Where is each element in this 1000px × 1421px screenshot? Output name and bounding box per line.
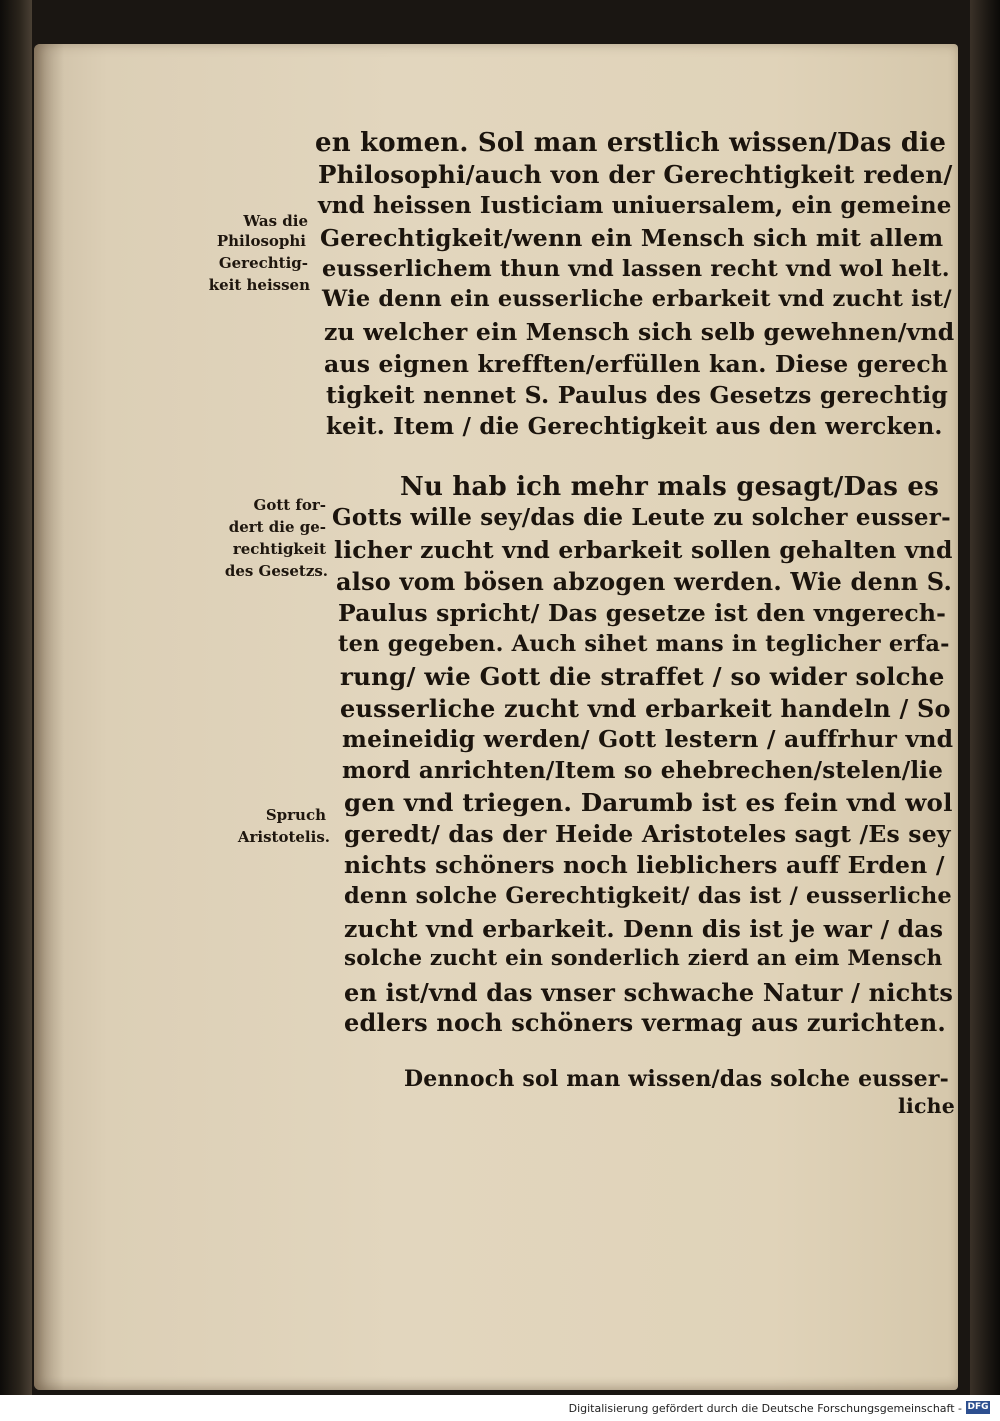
margin-gloss-line: Philosophi [216, 232, 306, 250]
text-line: Philosophi/auch von der Gerechtigkeit reden/ [318, 160, 953, 189]
text-line: ten gegeben. Auch sihet mans in teglicher erfa- [338, 631, 950, 657]
margin-gloss-line: Was die [243, 212, 308, 230]
text-line: en komen. Sol man erstlich wissen/Das die [315, 128, 947, 158]
text-line: solche zucht ein sonderlich zierd an eim Mensch [344, 946, 943, 971]
catchword: liche [898, 1094, 956, 1118]
margin-gloss-line: rechtigkeit [232, 540, 326, 558]
margin-gloss-line: Gott for- [253, 496, 326, 514]
text-line: Dennoch sol man wissen/das solche eusser- [404, 1066, 949, 1092]
text-line: rung/ wie Gott die straffet / so wider solche [340, 662, 945, 691]
text-line: vnd heissen Iusticiam uniuersalem, ein gemeine [318, 192, 952, 219]
margin-gloss-line: dert die ge- [228, 518, 326, 536]
margin-gloss-line: Aristotelis. [237, 828, 330, 846]
margin-gloss-line: des Gesetzs. [224, 562, 328, 580]
text-line: denn solche Gerechtigkeit/ das ist / eusserliche [344, 883, 952, 909]
text-line: aus eignen krefften/erfüllen kan. Diese gerech [324, 350, 949, 378]
text-line: meineidig werden/ Gott lestern / auffrhur vnd [342, 725, 954, 753]
text-line: Gotts wille sey/das die Leute zu solcher eusser- [332, 504, 951, 531]
text-line: mord anrichten/Item so ehebrechen/stelen/lie [342, 757, 944, 784]
text-line: nichts schöners noch lieblichers auff Erden / [344, 851, 945, 879]
text-line: Gerechtigkeit/wenn ein Mensch sich mit allem [320, 224, 944, 252]
dfg-logo: DFG [967, 1402, 989, 1412]
margin-gloss-line: Spruch [265, 806, 326, 824]
text-line: Wie denn ein eusserliche erbarkeit vnd zucht ist/ [322, 286, 952, 312]
text-line: Nu hab ich mehr mals gesagt/Das es [400, 472, 939, 502]
text-line: eusserliche zucht vnd erbarkeit handeln / So [340, 694, 951, 723]
footer-credit: Digitalisierung gefördert durch die Deutsche Forschungsgemeinschaft - [568, 1402, 962, 1415]
text-line: geredt/ das der Heide Aristoteles sagt /Es sey [344, 820, 951, 848]
text-line: zucht vnd erbarkeit. Denn dis ist je war / das [344, 915, 944, 943]
text-line: tigkeit nennet S. Paulus des Gesetzs gerechtig [326, 381, 949, 409]
text-line: zu welcher ein Mensch sich selb gewehnen/vnd [324, 318, 955, 346]
digitization-footer [0, 1395, 1000, 1421]
text-line: keit. Item / die Gerechtigkeit aus den wercken. [326, 413, 943, 440]
text-line: Paulus spricht/ Das gesetze ist den vngerech- [338, 599, 947, 627]
text-line: en ist/vnd das vnser schwache Natur / nichts [344, 978, 954, 1007]
margin-gloss-line: keit heissen [208, 276, 310, 294]
text-line: gen vnd triegen. Darumb ist es fein vnd wol [344, 788, 953, 817]
text-line: edlers noch schöners vermag aus zurichten. [344, 1008, 946, 1037]
text-line: also vom bösen abzogen werden. Wie denn S. [336, 567, 953, 596]
margin-gloss-line: Gerechtig- [218, 254, 308, 272]
text-line: licher zucht vnd erbarkeit sollen gehalten vnd [334, 536, 953, 564]
text-line: eusserlichem thun vnd lassen recht vnd wol helt. [322, 256, 950, 282]
